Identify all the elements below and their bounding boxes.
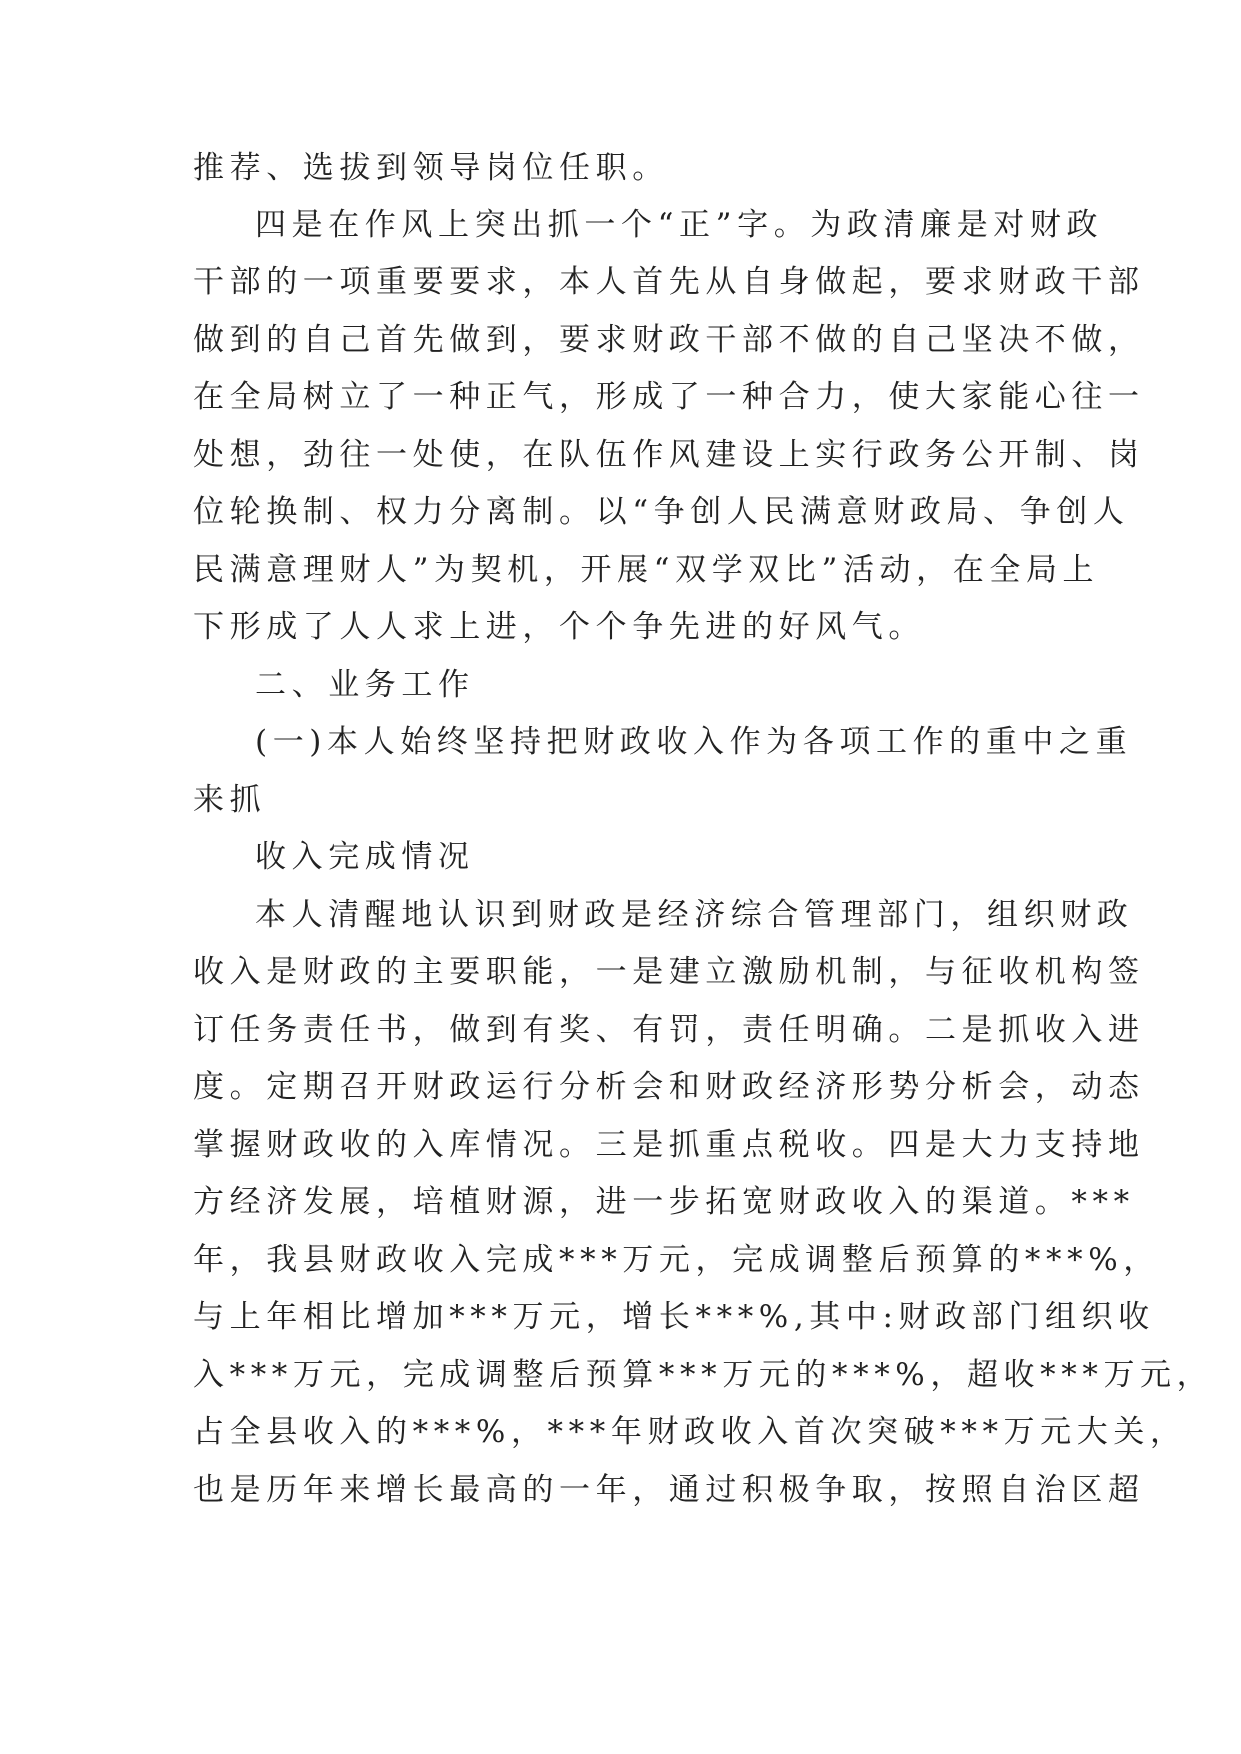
paragraph-start-line: 四是在作风上突出抓一个“正”字。为政清廉是对财政 — [255, 207, 1104, 243]
text-line: 收入是财政的主要职能，一是建立激励机制，与征收机构签 — [193, 954, 1145, 990]
text-line: 做到的自己首先做到，要求财政干部不做的自己坚决不做， — [193, 322, 1145, 358]
text-line: 订任务责任书，做到有奖、有罚，责任明确。二是抓收入进 — [193, 1012, 1145, 1048]
text-line: 入***万元，完成调整后预算***万元的***%，超收***万元， — [193, 1357, 1214, 1393]
text-line: 占全县收入的***%，***年财政收入首次突破***万元大关， — [193, 1414, 1187, 1450]
text-line: 也是历年来增长最高的一年，通过积极争取，按照自治区超 — [193, 1472, 1145, 1508]
subsection-heading: (一)本人始终坚持把财政收入作为各项工作的重中之重 — [255, 724, 1133, 760]
text-line: 位轮换制、权力分离制。以“争创人民满意财政局、争创人 — [193, 494, 1130, 530]
text-line: 掌握财政收的入库情况。三是抓重点税收。四是大力支持地 — [193, 1127, 1145, 1163]
text-line: 年，我县财政收入完成***万元，完成调整后预算的***%， — [193, 1242, 1160, 1278]
text-line: 在全局树立了一种正气，形成了一种合力，使大家能心往一 — [193, 379, 1145, 415]
paragraph-start-line: 本人清醒地认识到财政是经济综合管理部门，组织财政 — [255, 897, 1134, 933]
text-line: 方经济发展，培植财源，进一步拓宽财政收入的渠道。*** — [193, 1184, 1135, 1220]
text-line: 来抓 — [193, 782, 267, 818]
text-line: 与上年相比增加***万元，增长***%,其中:财政部门组织收 — [193, 1299, 1155, 1335]
text-line: 民满意理财人”为契机，开展“双学双比”活动，在全局上 — [193, 552, 1100, 588]
text-line: 度。定期召开财政运行分析会和财政经济形势分析会，动态 — [193, 1069, 1145, 1105]
text-line: 处想，劲往一处使，在队伍作风建设上实行政务公开制、岗 — [193, 437, 1145, 473]
text-line: 推荐、选拔到领导岗位任职。 — [193, 150, 669, 186]
text-line: 下形成了人人求上进，个个争先进的好风气。 — [193, 609, 925, 645]
subsection-title: 收入完成情况 — [255, 839, 475, 875]
section-heading: 二、业务工作 — [255, 667, 475, 703]
text-line: 干部的一项重要要求，本人首先从自身做起，要求财政干部 — [193, 264, 1145, 300]
